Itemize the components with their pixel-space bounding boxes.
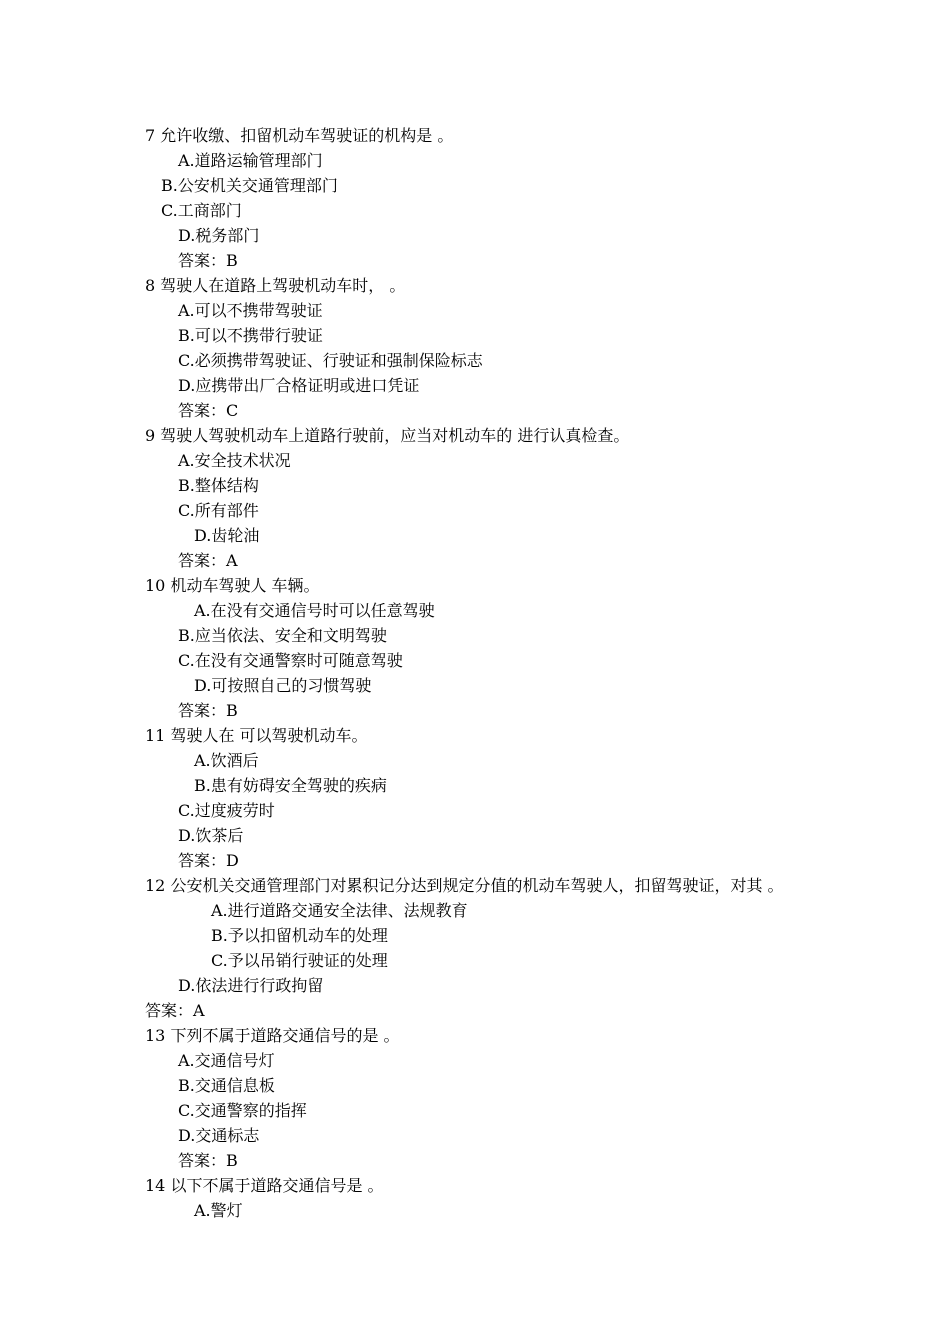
- question-12: 12 公安机关交通管理部门对累积记分达到规定分值的机动车驾驶人，扣留驾驶证，对其 。: [145, 876, 784, 895]
- option-line: A.交通信号灯: [178, 1051, 275, 1070]
- answer-line: 答案：B: [178, 701, 238, 720]
- option-line: B.可以不携带行驶证: [178, 326, 323, 345]
- option-line: A.进行道路交通安全法律、法规教育: [211, 901, 468, 920]
- option-line: C.必须携带驾驶证、行驶证和强制保险标志: [178, 351, 483, 370]
- question-11: 11 驾驶人在 可以驾驶机动车。: [145, 726, 368, 745]
- option-line: D.可按照自己的习惯驾驶: [194, 676, 372, 695]
- question-8: 8 驾驶人在道路上驾驶机动车时， 。: [145, 276, 406, 295]
- option-line: B.交通信息板: [178, 1076, 275, 1095]
- answer-line: 答案：D: [178, 851, 239, 870]
- option-line: C.在没有交通警察时可随意驾驶: [178, 651, 403, 670]
- option-line: A.道路运输管理部门: [178, 151, 323, 170]
- option-line: D.饮茶后: [178, 826, 244, 845]
- option-line: C.过度疲劳时: [178, 801, 275, 820]
- answer-line: 答案：C: [178, 401, 239, 420]
- option-line: D.税务部门: [178, 226, 260, 245]
- option-line: A.可以不携带驾驶证: [178, 301, 323, 320]
- option-line: B.应当依法、安全和文明驾驶: [178, 626, 387, 645]
- option-line: B.予以扣留机动车的处理: [211, 926, 388, 945]
- option-line: B.公安机关交通管理部门: [161, 176, 338, 195]
- question-9: 9 驾驶人驾驶机动车上道路行驶前，应当对机动车的 进行认真检查。: [145, 426, 630, 445]
- option-line: A.安全技术状况: [178, 451, 291, 470]
- answer-line: 答案：A: [178, 551, 238, 570]
- option-line: B.整体结构: [178, 476, 259, 495]
- option-line: C.所有部件: [178, 501, 259, 520]
- option-line: C.工商部门: [161, 201, 242, 220]
- question-14: 14 以下不属于道路交通信号是 。: [145, 1176, 384, 1195]
- option-line: A.警灯: [194, 1201, 243, 1220]
- option-line: D.齿轮油: [194, 526, 260, 545]
- option-line: D.依法进行行政拘留: [178, 976, 324, 995]
- option-line: C.予以吊销行驶证的处理: [211, 951, 388, 970]
- answer-line: 答案：B: [178, 1151, 238, 1170]
- option-line: D.交通标志: [178, 1126, 260, 1145]
- option-line: B.患有妨碍安全驾驶的疾病: [194, 776, 387, 795]
- question-10: 10 机动车驾驶人 车辆。: [145, 576, 320, 595]
- option-line: A.饮酒后: [194, 751, 259, 770]
- option-line: A.在没有交通信号时可以任意驾驶: [194, 601, 435, 620]
- answer-line: 答案：A: [145, 1001, 205, 1020]
- question-7: 7 允许收缴、扣留机动车驾驶证的机构是 。: [145, 126, 454, 145]
- question-13: 13 下列不属于道路交通信号的是 。: [145, 1026, 400, 1045]
- option-line: D.应携带出厂合格证明或进口凭证: [178, 376, 420, 395]
- answer-line: 答案：B: [178, 251, 238, 270]
- option-line: C.交通警察的指挥: [178, 1101, 307, 1120]
